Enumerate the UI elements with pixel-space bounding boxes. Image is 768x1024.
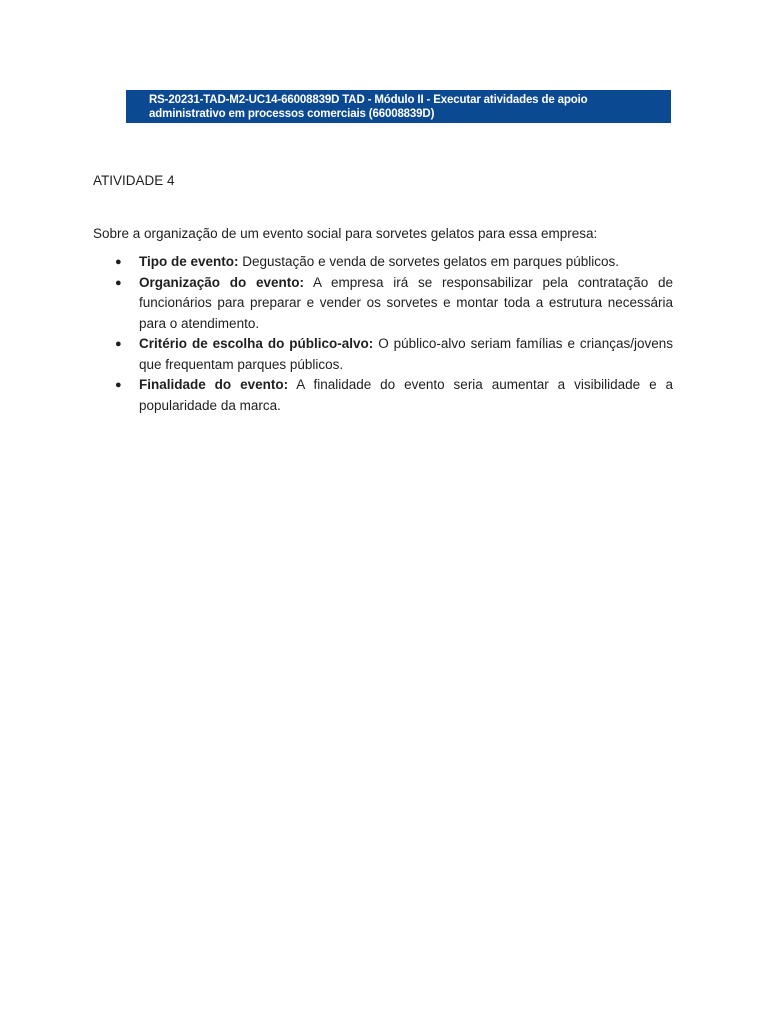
- intro-paragraph: Sobre a organização de um evento social para sorvetes gelatos para essa empresa:: [93, 226, 598, 241]
- list-item-event-type: [93, 252, 673, 273]
- bullet-text: O público-alvo seriam famílias e crianças/jovens que frequentam parques públicos.: [139, 336, 673, 372]
- bullet-text: Degustação e venda de sorvetes gelatos em parques públicos.: [238, 254, 620, 269]
- bullet-label: Organização do evento:: [139, 274, 304, 290]
- bullet-label: Finalidade do evento:: [139, 377, 289, 392]
- list-item-target-audience: [93, 334, 673, 375]
- event-details-list: [93, 252, 673, 416]
- bullet-text: A empresa irá se responsabilizar pela contratação de funcionários para preparar e vender os sorvetes e montar toda a estrutura necessária para o atendimento.: [139, 274, 674, 331]
- course-header-banner: [126, 90, 671, 123]
- activity-title: ATIVIDADE 4: [93, 173, 175, 188]
- bullet-icon: ●: [115, 256, 122, 268]
- bullet-label: Critério de escolha do público-alvo:: [139, 336, 374, 351]
- bullet-icon: ●: [115, 379, 122, 391]
- course-header-text: RS-20231-TAD-M2-UC14-66008839D TAD - Módulo II - Executar atividades de apoio administrativo em processos comerciais (66008839D): [149, 93, 588, 120]
- list-item-event-purpose: [93, 375, 673, 416]
- bullet-text: A finalidade do evento seria aumentar a visibilidade e a popularidade da marca.: [139, 377, 673, 413]
- bullet-label: Tipo de evento:: [139, 254, 239, 269]
- bullet-icon: ●: [115, 276, 122, 289]
- list-item-event-organization: [93, 273, 673, 335]
- bullet-icon: ●: [115, 338, 122, 350]
